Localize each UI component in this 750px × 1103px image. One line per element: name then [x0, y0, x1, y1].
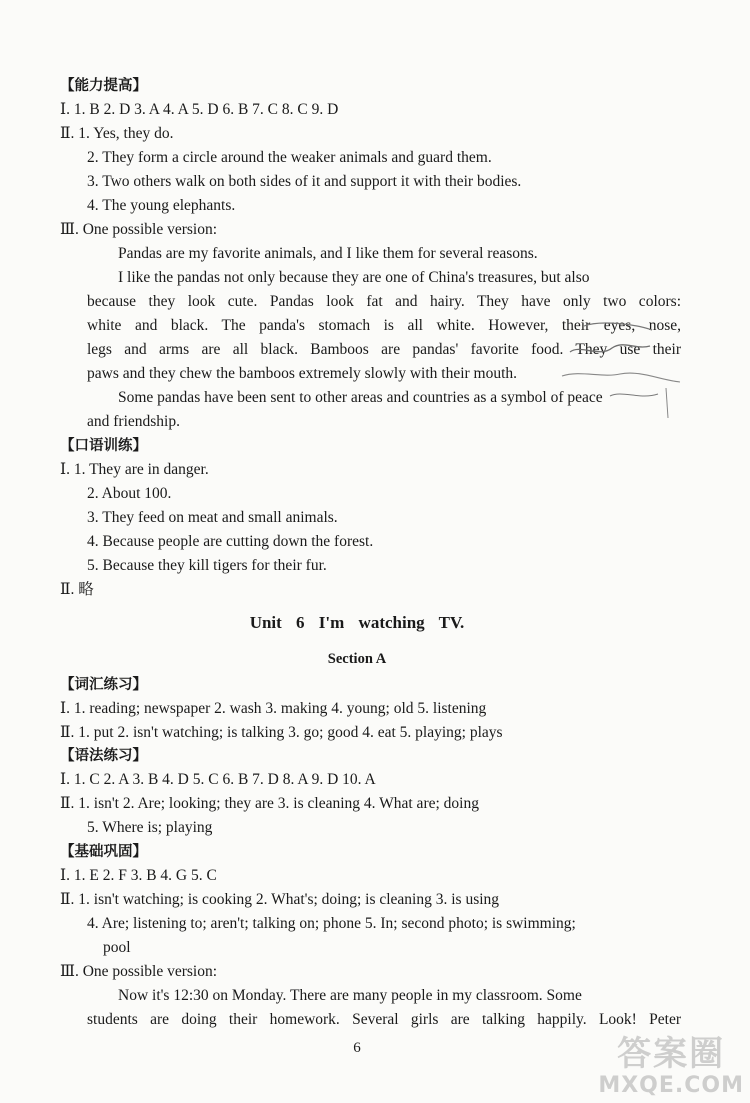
- essay-line: white and black. The panda's stomach is all white. However, their eyes, nose,: [87, 317, 681, 334]
- answer-line: Ⅱ. 略: [60, 581, 94, 598]
- unit-title: Unit 6 I'm watching TV.: [249, 613, 465, 632]
- essay-line: paws and they chew the bamboos extremely slowly with their mouth.: [87, 365, 518, 382]
- essay-line: legs and arms are all black. Bamboos are pandas' favorite food. They use their: [87, 341, 681, 358]
- answer-line: Ⅲ. One possible version:: [60, 963, 218, 980]
- answer-line: Ⅰ. 1. B 2. D 3. A 4. A 5. D 6. B 7. C 8. C 9. D: [60, 101, 339, 118]
- answer-line: Ⅱ. 1. isn't watching; is cooking 2. What's; doing; is cleaning 3. is using: [60, 891, 500, 908]
- answer-line: 3. They feed on meat and small animals.: [87, 509, 338, 526]
- watermark-url-text: MXQE.COM: [598, 1073, 744, 1098]
- essay-line: Now it's 12:30 on Monday. There are many people in my classroom. Some: [118, 987, 582, 1004]
- essay-line: students are doing their homework. Several girls are talking happily. Look! Peter: [87, 1011, 681, 1028]
- answer-line: 3. Two others walk on both sides of it and support it with their bodies.: [87, 173, 522, 190]
- answer-line: Ⅰ. 1. E 2. F 3. B 4. G 5. C: [60, 867, 217, 884]
- essay-line: I like the pandas not only because they are one of China's treasures, but also: [118, 269, 590, 286]
- answer-line: Ⅰ. 1. reading; newspaper 2. wash 3. making 4. young; old 5. listening: [60, 700, 487, 717]
- essay-line: because they look cute. Pandas look fat and hairy. They have only two colors:: [87, 293, 681, 310]
- answer-line: 5. Because they kill tigers for their fur.: [87, 557, 327, 574]
- section-heading-oral: 【口语训练】: [60, 438, 147, 454]
- essay-line: Some pandas have been sent to other areas and countries as a symbol of peace: [118, 389, 603, 406]
- section-heading-foundation: 【基础巩固】: [60, 844, 147, 860]
- page-number: 6: [353, 1040, 361, 1056]
- section-title: Section A: [327, 651, 387, 667]
- answer-line: Ⅱ. 1. put 2. isn't watching; is talking 3. go; good 4. eat 5. playing; plays: [60, 724, 503, 741]
- section-heading-grammar: 【语法练习】: [60, 748, 147, 764]
- answer-line: Ⅱ. 1. isn't 2. Are; looking; they are 3. is cleaning 4. What are; doing: [60, 795, 479, 812]
- answer-line: Ⅰ. 1. They are in danger.: [60, 461, 209, 478]
- watermark-main-text: 答案圈: [617, 1034, 726, 1074]
- answer-line: 2. They form a circle around the weaker animals and guard them.: [87, 149, 492, 166]
- answer-line: 2. About 100.: [87, 485, 172, 502]
- section-heading-vocabulary: 【词汇练习】: [60, 677, 147, 693]
- essay-line: and friendship.: [87, 413, 180, 430]
- answer-line: 4. The young elephants.: [87, 197, 236, 214]
- answer-line: pool: [103, 939, 131, 956]
- answer-line: Ⅰ. 1. C 2. A 3. B 4. D 5. C 6. B 7. D 8. A 9. D 10. A: [60, 771, 376, 788]
- answer-line: Ⅱ. 1. Yes, they do.: [60, 125, 174, 142]
- essay-line: Pandas are my favorite animals, and I like them for several reasons.: [118, 245, 538, 262]
- answer-line: 4. Because people are cutting down the forest.: [87, 533, 374, 550]
- answer-line: 4. Are; listening to; aren't; talking on; phone 5. In; second photo; is swimming;: [87, 915, 576, 932]
- watermark-logo: [598, 1034, 744, 1098]
- answer-line: 5. Where is; playing: [87, 819, 213, 836]
- answer-line: Ⅲ. One possible version:: [60, 221, 218, 238]
- section-heading-ability: 【能力提高】: [60, 78, 147, 94]
